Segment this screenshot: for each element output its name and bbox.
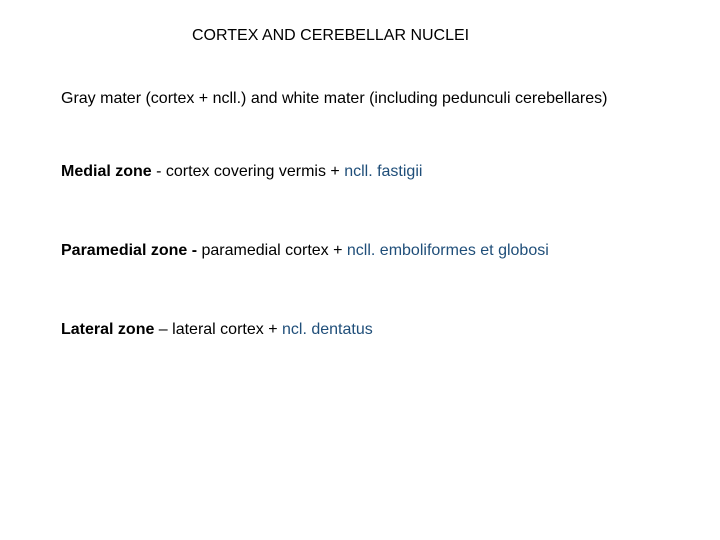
paramedial-zone-line — [61, 241, 549, 261]
lateral-zone-nucleus: ncl. dentatus — [281, 321, 373, 338]
paramedial-zone-description: paramedial cortex + — [201, 242, 347, 259]
gray-white-matter-text: Gray mater (cortex + ncll.) and white mater (including pedunculi cerebellares) — [61, 90, 608, 107]
lateral-zone-description: – lateral cortex + — [154, 321, 282, 338]
medial-zone-nucleus: ncll. fastigii — [344, 163, 423, 180]
lateral-zone-line — [61, 320, 373, 340]
medial-zone-term: Medial zone — [61, 163, 152, 180]
lateral-zone-term: Lateral zone — [61, 321, 155, 338]
paramedial-zone-nucleus: ncll. emboliformes et globosi — [346, 242, 549, 259]
slide-title: CORTEX AND CEREBELLAR NUCLEI — [192, 27, 470, 44]
paramedial-zone-term: Paramedial zone - — [61, 242, 202, 259]
medial-zone-line — [61, 162, 422, 182]
gray-white-matter-line — [61, 89, 607, 109]
medial-zone-description: - cortex covering vermis + — [151, 163, 345, 180]
